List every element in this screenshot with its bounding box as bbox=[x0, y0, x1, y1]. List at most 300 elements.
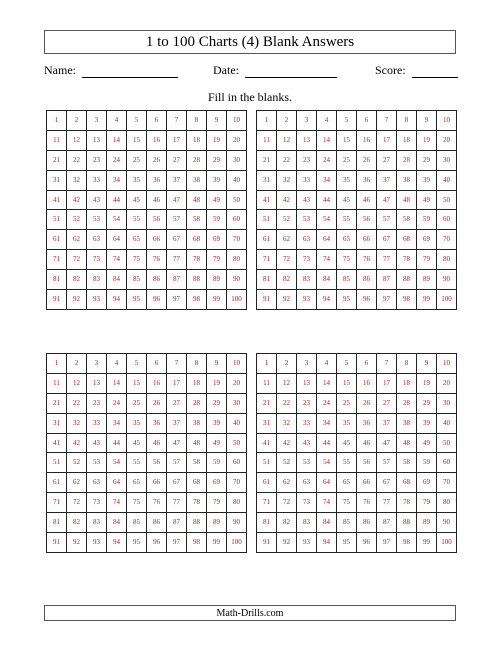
chart-cell: 61 bbox=[257, 230, 277, 250]
chart-cell: 86 bbox=[147, 270, 167, 290]
chart-cell: 84 bbox=[317, 513, 337, 533]
chart-cell: 33 bbox=[87, 413, 107, 433]
chart-cell: 25 bbox=[337, 150, 357, 170]
chart-cell: 51 bbox=[47, 453, 67, 473]
chart-cell: 65 bbox=[337, 473, 357, 493]
chart-cell: 84 bbox=[107, 513, 127, 533]
chart-cell: 50 bbox=[227, 190, 247, 210]
chart-cell: 62 bbox=[67, 473, 87, 493]
chart-cell: 63 bbox=[297, 473, 317, 493]
chart-cell: 52 bbox=[277, 453, 297, 473]
name-field[interactable] bbox=[44, 63, 178, 78]
chart-cell: 43 bbox=[297, 190, 317, 210]
chart-row bbox=[257, 210, 457, 230]
chart-cell: 11 bbox=[47, 373, 67, 393]
chart-cell: 31 bbox=[257, 170, 277, 190]
chart-cell: 38 bbox=[397, 413, 417, 433]
chart-cell: 96 bbox=[357, 533, 377, 553]
chart-cell: 9 bbox=[417, 111, 437, 131]
chart-cell: 98 bbox=[397, 290, 417, 310]
chart-cell: 59 bbox=[417, 453, 437, 473]
chart-cell: 2 bbox=[277, 111, 297, 131]
chart-cell: 65 bbox=[127, 230, 147, 250]
chart-cell: 57 bbox=[377, 453, 397, 473]
date-line[interactable] bbox=[245, 63, 337, 78]
chart-cell: 58 bbox=[187, 210, 207, 230]
chart-cell: 42 bbox=[277, 190, 297, 210]
chart-cell: 9 bbox=[207, 354, 227, 374]
chart-cell: 27 bbox=[167, 393, 187, 413]
chart-cell: 55 bbox=[337, 210, 357, 230]
chart-cell: 7 bbox=[377, 111, 397, 131]
chart-cell: 11 bbox=[47, 130, 67, 150]
chart-cell: 81 bbox=[47, 513, 67, 533]
chart-cell: 33 bbox=[87, 170, 107, 190]
chart-cell: 63 bbox=[297, 230, 317, 250]
chart-cell: 82 bbox=[67, 270, 87, 290]
chart-cell: 51 bbox=[257, 210, 277, 230]
score-line[interactable] bbox=[412, 63, 458, 78]
chart-cell: 29 bbox=[417, 393, 437, 413]
chart-cell: 73 bbox=[87, 493, 107, 513]
chart-cell: 28 bbox=[397, 393, 417, 413]
chart-row bbox=[257, 250, 457, 270]
chart-row bbox=[257, 413, 457, 433]
chart-cell: 30 bbox=[437, 150, 457, 170]
chart-cell: 16 bbox=[147, 373, 167, 393]
chart-cell: 56 bbox=[147, 210, 167, 230]
chart-cell: 75 bbox=[127, 493, 147, 513]
chart-cell: 95 bbox=[127, 533, 147, 553]
chart-cell: 22 bbox=[277, 393, 297, 413]
chart-cell: 52 bbox=[277, 210, 297, 230]
chart-cell: 75 bbox=[337, 250, 357, 270]
chart-cell: 86 bbox=[357, 513, 377, 533]
chart-cell: 33 bbox=[297, 170, 317, 190]
chart-cell: 53 bbox=[297, 210, 317, 230]
chart-cell: 95 bbox=[127, 290, 147, 310]
chart-cell: 2 bbox=[67, 354, 87, 374]
instructions: Fill in the blanks. bbox=[208, 90, 292, 104]
chart-cell: 85 bbox=[337, 513, 357, 533]
chart-cell: 11 bbox=[257, 130, 277, 150]
chart-row bbox=[257, 230, 457, 250]
chart-cell: 23 bbox=[87, 393, 107, 413]
chart-cell: 10 bbox=[227, 111, 247, 131]
chart-cell: 49 bbox=[207, 433, 227, 453]
chart-cell: 70 bbox=[437, 473, 457, 493]
chart-cell: 26 bbox=[357, 393, 377, 413]
chart-cell: 19 bbox=[417, 130, 437, 150]
chart-cell: 78 bbox=[397, 250, 417, 270]
chart-cell: 21 bbox=[257, 150, 277, 170]
chart-row bbox=[47, 230, 247, 250]
chart-cell: 97 bbox=[377, 290, 397, 310]
chart-cell: 23 bbox=[87, 150, 107, 170]
chart-cell: 21 bbox=[257, 393, 277, 413]
chart-cell: 91 bbox=[47, 290, 67, 310]
chart-cell: 24 bbox=[107, 150, 127, 170]
chart-cell: 100 bbox=[227, 533, 247, 553]
chart-cell: 39 bbox=[207, 413, 227, 433]
chart-cell: 20 bbox=[227, 130, 247, 150]
chart-cell: 14 bbox=[317, 130, 337, 150]
chart-row bbox=[47, 170, 247, 190]
chart-cell: 24 bbox=[317, 393, 337, 413]
chart-cell: 8 bbox=[187, 354, 207, 374]
chart-cell: 80 bbox=[437, 250, 457, 270]
chart-cell: 64 bbox=[107, 230, 127, 250]
chart-cell: 39 bbox=[417, 413, 437, 433]
chart-cell: 57 bbox=[167, 453, 187, 473]
chart-cell: 27 bbox=[377, 150, 397, 170]
chart-cell: 4 bbox=[317, 111, 337, 131]
chart-cell: 42 bbox=[67, 190, 87, 210]
chart-cell: 47 bbox=[167, 433, 187, 453]
chart-cell: 48 bbox=[187, 190, 207, 210]
chart-cell: 63 bbox=[87, 230, 107, 250]
chart-cell: 85 bbox=[127, 513, 147, 533]
name-line[interactable] bbox=[82, 63, 178, 78]
chart-cell: 68 bbox=[397, 230, 417, 250]
chart-cell: 35 bbox=[337, 413, 357, 433]
chart-cell: 87 bbox=[167, 513, 187, 533]
chart-cell: 20 bbox=[437, 130, 457, 150]
chart-cell: 89 bbox=[207, 513, 227, 533]
chart-cell: 8 bbox=[187, 111, 207, 131]
chart-cell: 14 bbox=[317, 373, 337, 393]
chart-cell: 51 bbox=[257, 453, 277, 473]
chart-cell: 3 bbox=[87, 354, 107, 374]
chart-cell: 17 bbox=[167, 373, 187, 393]
chart-cell: 34 bbox=[107, 413, 127, 433]
chart-cell: 47 bbox=[377, 190, 397, 210]
chart-cell: 59 bbox=[207, 453, 227, 473]
chart-cell: 95 bbox=[337, 290, 357, 310]
chart-cell: 7 bbox=[167, 111, 187, 131]
chart-cell: 16 bbox=[147, 130, 167, 150]
chart-row bbox=[47, 270, 247, 290]
chart-cell: 7 bbox=[377, 354, 397, 374]
chart-cell: 71 bbox=[257, 493, 277, 513]
chart-cell: 61 bbox=[47, 473, 67, 493]
chart-cell: 64 bbox=[317, 230, 337, 250]
chart-cell: 49 bbox=[417, 190, 437, 210]
chart-cell: 46 bbox=[357, 433, 377, 453]
chart-cell: 50 bbox=[437, 433, 457, 453]
chart-cell: 34 bbox=[317, 413, 337, 433]
chart-cell: 36 bbox=[147, 170, 167, 190]
chart-cell: 82 bbox=[277, 513, 297, 533]
chart-cell: 36 bbox=[147, 413, 167, 433]
chart-cell: 6 bbox=[357, 111, 377, 131]
chart-cell: 28 bbox=[397, 150, 417, 170]
chart-cell: 62 bbox=[67, 230, 87, 250]
chart-cell: 58 bbox=[397, 210, 417, 230]
chart-cell: 68 bbox=[187, 230, 207, 250]
chart-cell: 1 bbox=[257, 354, 277, 374]
chart-cell: 72 bbox=[67, 250, 87, 270]
chart-cell: 73 bbox=[87, 250, 107, 270]
chart-row bbox=[47, 413, 247, 433]
chart-cell: 43 bbox=[87, 433, 107, 453]
chart-cell: 73 bbox=[297, 250, 317, 270]
chart-cell: 19 bbox=[417, 373, 437, 393]
chart-cell: 38 bbox=[187, 170, 207, 190]
chart-row bbox=[47, 393, 247, 413]
chart-cell: 82 bbox=[67, 513, 87, 533]
chart-cell: 83 bbox=[87, 513, 107, 533]
chart-cell: 10 bbox=[227, 354, 247, 374]
chart-cell: 35 bbox=[127, 413, 147, 433]
chart-cell: 99 bbox=[207, 290, 227, 310]
chart-cell: 83 bbox=[297, 270, 317, 290]
chart-row bbox=[257, 533, 457, 553]
chart-cell: 32 bbox=[67, 413, 87, 433]
chart-row bbox=[47, 473, 247, 493]
chart-cell: 36 bbox=[357, 170, 377, 190]
chart-cell: 88 bbox=[187, 270, 207, 290]
chart-cell: 45 bbox=[337, 190, 357, 210]
chart-cell: 34 bbox=[107, 170, 127, 190]
chart-cell: 14 bbox=[107, 130, 127, 150]
chart-cell: 59 bbox=[207, 210, 227, 230]
chart-cell: 77 bbox=[167, 250, 187, 270]
chart-cell: 54 bbox=[317, 453, 337, 473]
chart-cell: 93 bbox=[297, 290, 317, 310]
chart-cell: 60 bbox=[227, 210, 247, 230]
chart-row bbox=[47, 210, 247, 230]
chart-cell: 68 bbox=[187, 473, 207, 493]
chart-cell: 41 bbox=[257, 433, 277, 453]
chart-cell: 19 bbox=[207, 130, 227, 150]
chart-cell: 55 bbox=[127, 210, 147, 230]
chart-cell: 84 bbox=[317, 270, 337, 290]
chart-cell: 25 bbox=[127, 150, 147, 170]
chart-cell: 30 bbox=[227, 393, 247, 413]
chart-cell: 61 bbox=[47, 230, 67, 250]
chart-cell: 45 bbox=[337, 433, 357, 453]
chart-cell: 56 bbox=[357, 210, 377, 230]
chart-row bbox=[257, 150, 457, 170]
chart-cell: 21 bbox=[47, 393, 67, 413]
chart-cell: 57 bbox=[167, 210, 187, 230]
chart-cell: 88 bbox=[187, 513, 207, 533]
footer-box bbox=[44, 605, 456, 621]
chart-cell: 94 bbox=[107, 533, 127, 553]
chart-cell: 51 bbox=[47, 210, 67, 230]
chart-cell: 54 bbox=[317, 210, 337, 230]
chart-row bbox=[47, 354, 247, 374]
chart-cell: 8 bbox=[397, 354, 417, 374]
chart-row bbox=[257, 393, 457, 413]
chart-cell: 92 bbox=[67, 290, 87, 310]
chart-cell: 81 bbox=[257, 270, 277, 290]
chart-cell: 97 bbox=[377, 533, 397, 553]
chart-cell: 96 bbox=[357, 290, 377, 310]
chart-cell: 13 bbox=[87, 373, 107, 393]
chart-cell: 84 bbox=[107, 270, 127, 290]
chart-cell: 93 bbox=[297, 533, 317, 553]
chart-cell: 30 bbox=[437, 393, 457, 413]
chart-cell: 19 bbox=[207, 373, 227, 393]
chart-cell: 6 bbox=[147, 354, 167, 374]
chart-cell: 81 bbox=[257, 513, 277, 533]
chart-cell: 41 bbox=[47, 190, 67, 210]
chart-row bbox=[47, 111, 247, 131]
chart-cell: 74 bbox=[317, 493, 337, 513]
chart-cell: 100 bbox=[437, 533, 457, 553]
chart-cell: 67 bbox=[167, 230, 187, 250]
chart-cell: 32 bbox=[277, 170, 297, 190]
chart-cell: 15 bbox=[337, 373, 357, 393]
chart-cell: 94 bbox=[107, 290, 127, 310]
chart-cell: 25 bbox=[337, 393, 357, 413]
chart-cell: 52 bbox=[67, 453, 87, 473]
chart-cell: 82 bbox=[277, 270, 297, 290]
chart-cell: 24 bbox=[107, 393, 127, 413]
chart-cell: 77 bbox=[377, 250, 397, 270]
chart-cell: 32 bbox=[277, 413, 297, 433]
chart-cell: 80 bbox=[227, 250, 247, 270]
chart-cell: 46 bbox=[357, 190, 377, 210]
chart-cell: 39 bbox=[417, 170, 437, 190]
chart-cell: 56 bbox=[147, 453, 167, 473]
chart-cell: 9 bbox=[207, 111, 227, 131]
chart-cell: 70 bbox=[227, 230, 247, 250]
chart-cell: 48 bbox=[187, 433, 207, 453]
chart-cell: 66 bbox=[147, 473, 167, 493]
chart-cell: 44 bbox=[107, 433, 127, 453]
score-field[interactable] bbox=[375, 63, 458, 78]
chart-row bbox=[47, 130, 247, 150]
chart-cell: 5 bbox=[127, 111, 147, 131]
chart-cell: 38 bbox=[187, 413, 207, 433]
chart-row bbox=[47, 533, 247, 553]
chart-cell: 75 bbox=[337, 493, 357, 513]
chart-row bbox=[257, 190, 457, 210]
chart-cell: 16 bbox=[357, 373, 377, 393]
chart-cell: 60 bbox=[437, 453, 457, 473]
chart-cell: 34 bbox=[317, 170, 337, 190]
chart-cell: 1 bbox=[47, 354, 67, 374]
chart-cell: 27 bbox=[377, 393, 397, 413]
chart-cell: 20 bbox=[437, 373, 457, 393]
chart-cell: 14 bbox=[107, 373, 127, 393]
chart-cell: 64 bbox=[317, 473, 337, 493]
chart-cell: 94 bbox=[317, 290, 337, 310]
chart-cell: 15 bbox=[127, 130, 147, 150]
chart-cell: 62 bbox=[277, 473, 297, 493]
chart-cell: 7 bbox=[167, 354, 187, 374]
chart-cell: 15 bbox=[337, 130, 357, 150]
name-label: Name: bbox=[44, 63, 76, 77]
chart-cell: 2 bbox=[67, 111, 87, 131]
chart-cell: 49 bbox=[417, 433, 437, 453]
chart-cell: 90 bbox=[437, 270, 457, 290]
chart-cell: 47 bbox=[377, 433, 397, 453]
chart-cell: 45 bbox=[127, 433, 147, 453]
chart-cell: 67 bbox=[167, 473, 187, 493]
chart-cell: 97 bbox=[167, 290, 187, 310]
chart-cell: 50 bbox=[227, 433, 247, 453]
chart-cell: 87 bbox=[167, 270, 187, 290]
chart-cell: 20 bbox=[227, 373, 247, 393]
chart-cell: 5 bbox=[127, 354, 147, 374]
chart-row bbox=[257, 433, 457, 453]
chart-cell: 96 bbox=[147, 533, 167, 553]
chart-cell: 45 bbox=[127, 190, 147, 210]
chart-cell: 71 bbox=[257, 250, 277, 270]
chart-cell: 79 bbox=[417, 493, 437, 513]
chart-cell: 89 bbox=[207, 270, 227, 290]
chart-cell: 53 bbox=[297, 453, 317, 473]
chart-cell: 13 bbox=[297, 130, 317, 150]
chart-cell: 100 bbox=[227, 290, 247, 310]
chart-cell: 49 bbox=[207, 190, 227, 210]
chart-row bbox=[257, 513, 457, 533]
chart-cell: 83 bbox=[297, 513, 317, 533]
chart-cell: 13 bbox=[297, 373, 317, 393]
chart-cell: 58 bbox=[397, 453, 417, 473]
chart-cell: 71 bbox=[47, 493, 67, 513]
hundred-chart bbox=[256, 353, 457, 553]
chart-cell: 44 bbox=[317, 433, 337, 453]
chart-cell: 40 bbox=[227, 170, 247, 190]
chart-row bbox=[257, 130, 457, 150]
chart-cell: 86 bbox=[147, 513, 167, 533]
chart-cell: 53 bbox=[87, 453, 107, 473]
chart-cell: 69 bbox=[207, 230, 227, 250]
hundred-chart bbox=[46, 110, 247, 310]
chart-row bbox=[257, 453, 457, 473]
chart-cell: 2 bbox=[277, 354, 297, 374]
chart-cell: 79 bbox=[207, 493, 227, 513]
chart-cell: 93 bbox=[87, 290, 107, 310]
date-field[interactable] bbox=[213, 63, 337, 78]
chart-cell: 98 bbox=[187, 290, 207, 310]
chart-row bbox=[47, 433, 247, 453]
chart-cell: 12 bbox=[67, 130, 87, 150]
chart-cell: 76 bbox=[147, 493, 167, 513]
chart-cell: 95 bbox=[337, 533, 357, 553]
score-label: Score: bbox=[375, 63, 406, 77]
chart-cell: 92 bbox=[67, 533, 87, 553]
chart-cell: 28 bbox=[187, 393, 207, 413]
chart-cell: 3 bbox=[297, 354, 317, 374]
chart-row bbox=[47, 190, 247, 210]
chart-cell: 5 bbox=[337, 111, 357, 131]
chart-cell: 69 bbox=[417, 230, 437, 250]
chart-cell: 35 bbox=[127, 170, 147, 190]
chart-cell: 65 bbox=[127, 473, 147, 493]
chart-row bbox=[47, 290, 247, 310]
chart-cell: 4 bbox=[107, 111, 127, 131]
chart-cell: 91 bbox=[47, 533, 67, 553]
chart-cell: 78 bbox=[397, 493, 417, 513]
chart-row bbox=[257, 270, 457, 290]
chart-cell: 26 bbox=[357, 150, 377, 170]
chart-cell: 54 bbox=[107, 453, 127, 473]
chart-cell: 77 bbox=[167, 493, 187, 513]
chart-cell: 89 bbox=[417, 513, 437, 533]
chart-row bbox=[47, 493, 247, 513]
chart-cell: 12 bbox=[277, 130, 297, 150]
chart-cell: 75 bbox=[127, 250, 147, 270]
chart-cell: 10 bbox=[437, 354, 457, 374]
chart-cell: 74 bbox=[107, 250, 127, 270]
chart-cell: 73 bbox=[297, 493, 317, 513]
